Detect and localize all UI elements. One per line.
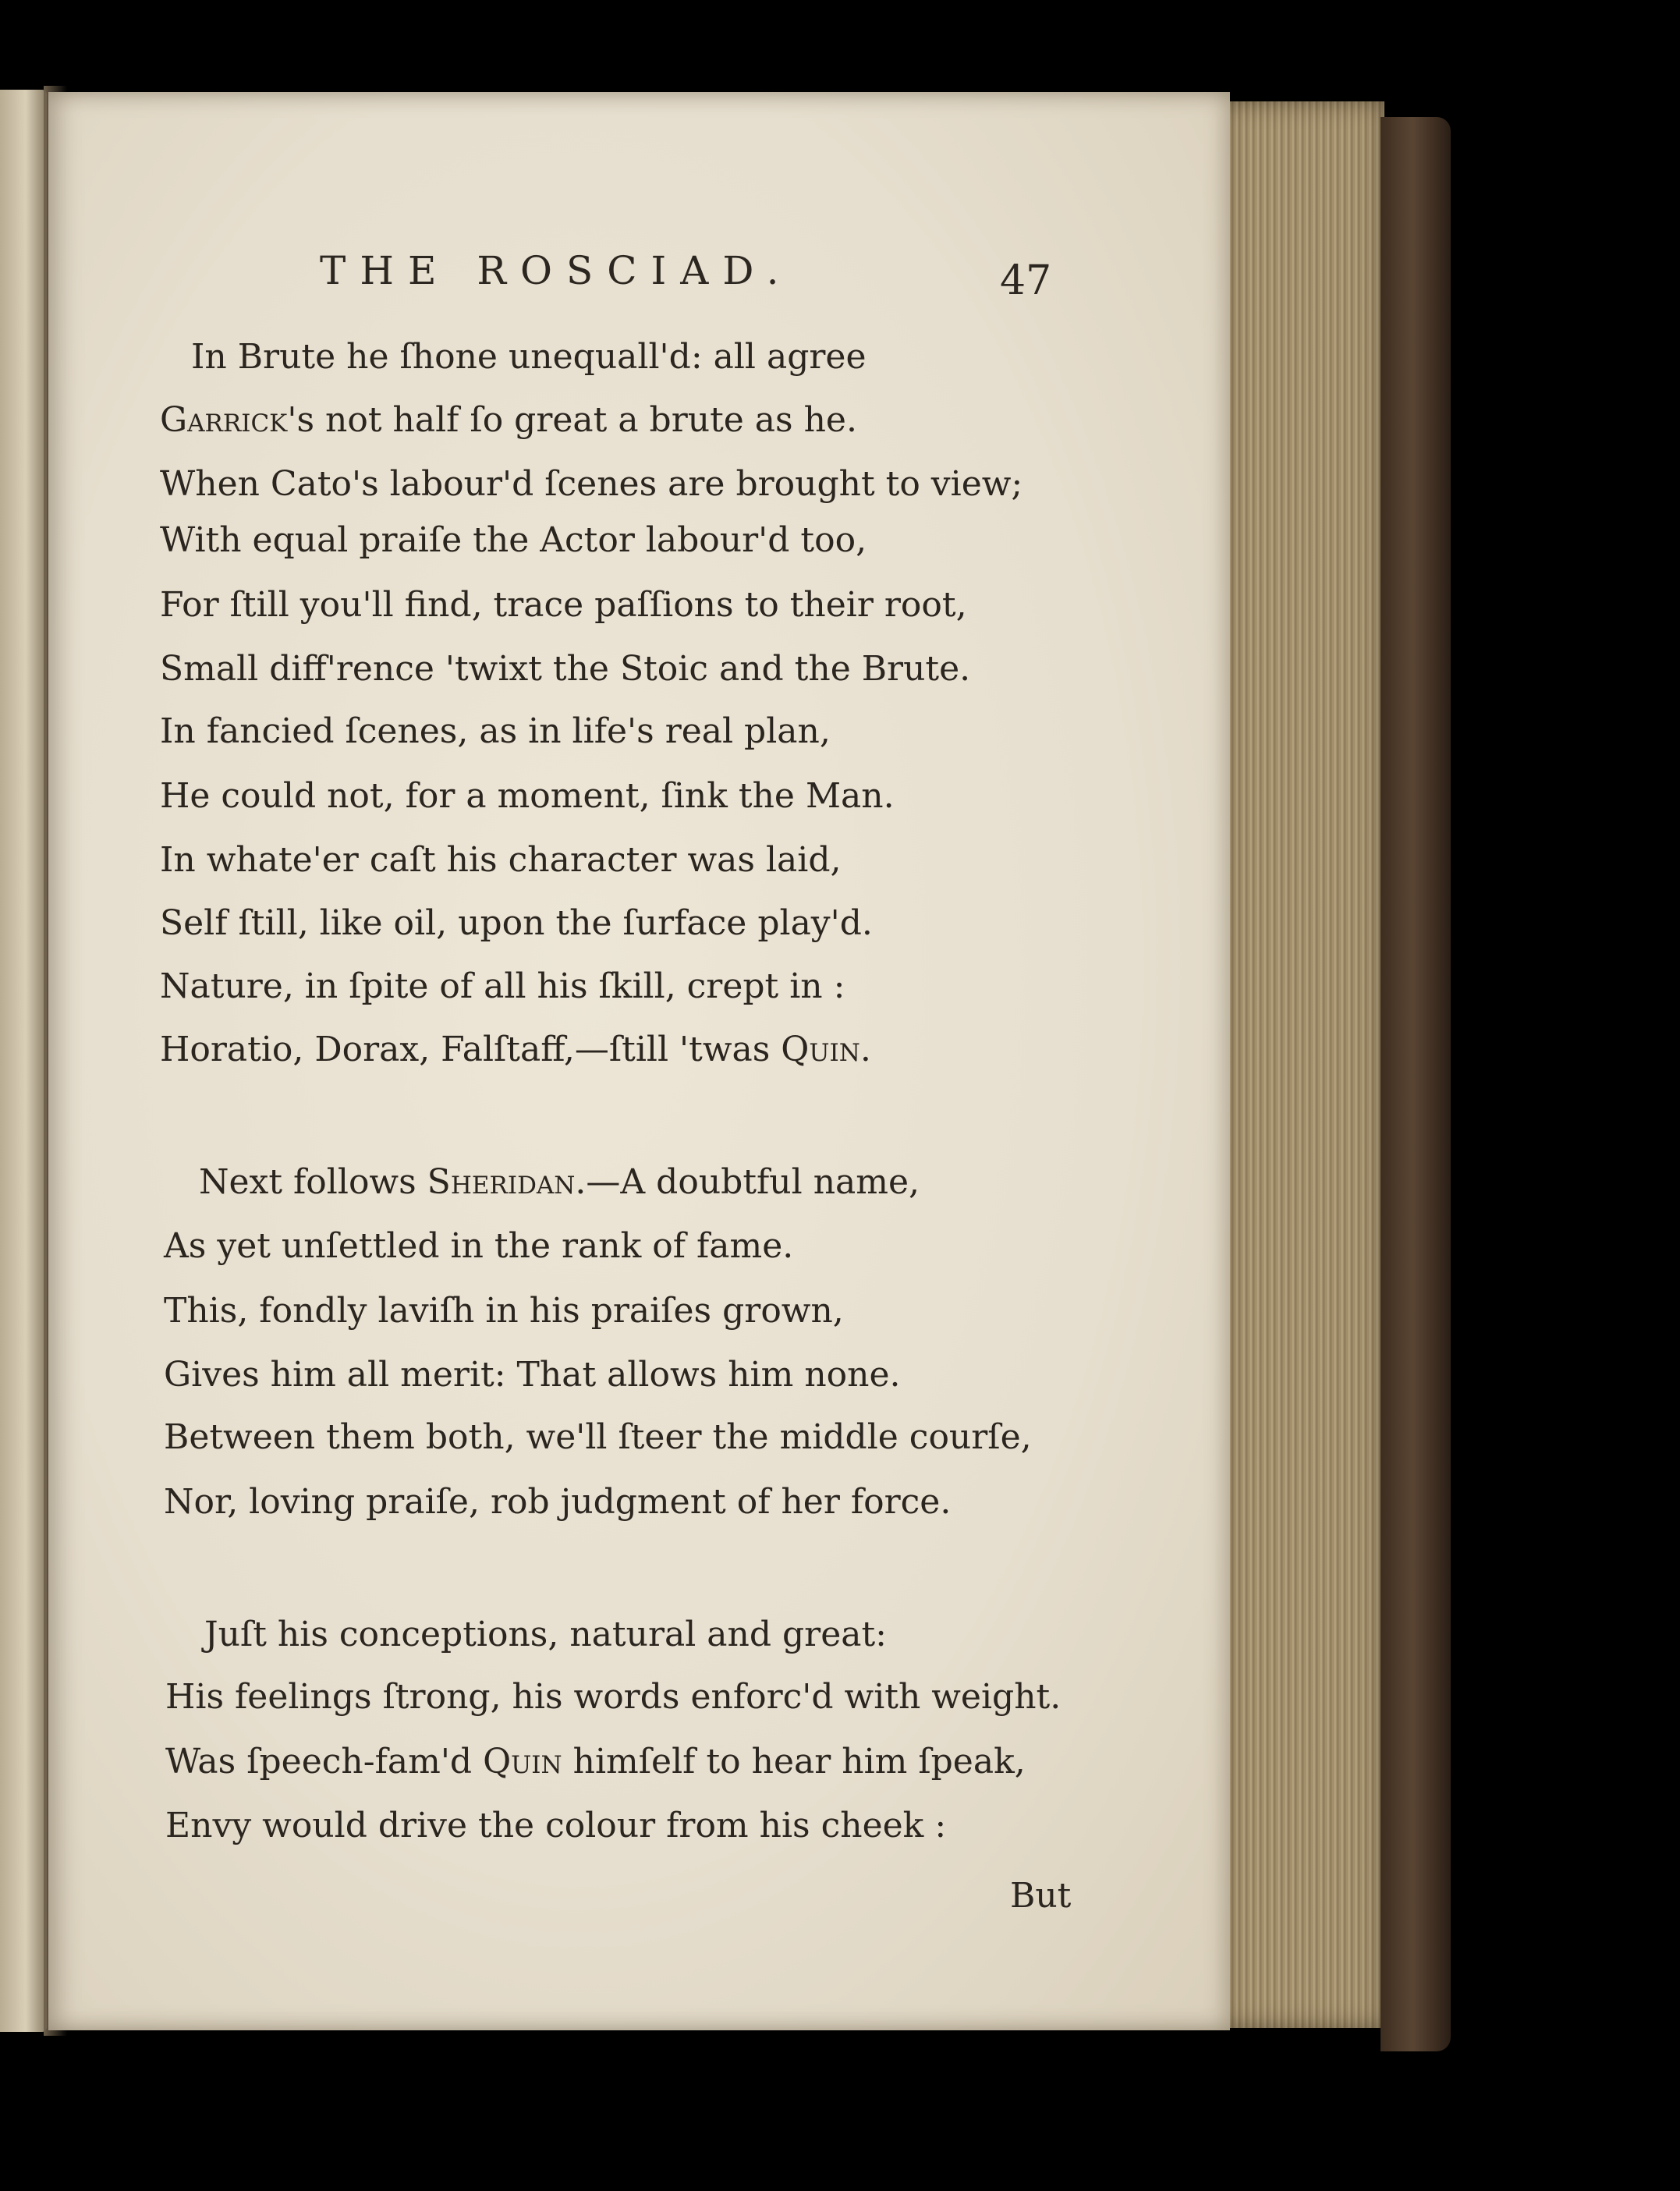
running-head: THE ROSCIAD.	[320, 248, 793, 293]
verse-line: Between them both, we'll ſteer the middle courſe,	[164, 1417, 1032, 1457]
verse-line: Nature, in ſpite of all his ſkill, crept in :	[160, 966, 845, 1006]
small-caps-name: Sheridan.	[427, 1162, 587, 1202]
verse-line: Gives him all merit: That allows him none.	[164, 1355, 901, 1395]
verse-line: Juſt his conceptions, natural and great:	[204, 1615, 887, 1654]
catchword: But	[1010, 1876, 1072, 1916]
verse-line: This, fondly laviſh in his praiſes grown,	[164, 1291, 844, 1331]
verse-line: In Brute he ſhone unequall'd: all agree	[191, 337, 867, 377]
page-number: 47	[1000, 257, 1052, 304]
verse-line: Small diff'rence 'twixt the Stoic and the Brute.	[160, 649, 971, 689]
verse-line: Next follows Sheridan.—A doubtful name,	[199, 1162, 920, 1202]
small-caps-name: Quin.	[781, 1030, 871, 1069]
verse-line: In fancied ſcenes, as in life's real plan,	[160, 711, 831, 751]
verse-line: Horatio, Dorax, Falſtaff,—ſtill 'twas Quin.	[160, 1030, 871, 1069]
verse-line: As yet unſettled in the rank of fame.	[164, 1226, 794, 1266]
small-caps-name: Garrick	[160, 400, 288, 440]
verse-line: In whate'er caſt his character was laid,	[160, 840, 842, 880]
verse-line: With equal praiſe the Actor labour'd too,	[160, 520, 867, 560]
verse-line: His feelings ſtrong, his words enforc'd with weight.	[165, 1677, 1062, 1717]
verse-line: He could not, for a moment, ſink the Man.	[160, 776, 895, 816]
verse-line: For ſtill you'll find, trace paſſions to their root,	[160, 585, 967, 625]
verse-line: Envy would drive the colour from his cheek :	[165, 1806, 947, 1845]
verse-line: Self ſtill, like oil, upon the ſurface play'd.	[160, 903, 873, 943]
verse-line: Nor, loving praiſe, rob judgment of her force.	[164, 1482, 952, 1522]
verse-line: When Cato's labour'd ſcenes are brought to view;	[160, 464, 1023, 504]
verse-line: Garrick's not half ſo great a brute as he.	[160, 400, 857, 440]
left-page-edge	[0, 90, 47, 2032]
page-block-fore-edge	[1221, 101, 1384, 2028]
small-caps-name: Quin	[483, 1742, 562, 1782]
verse-line: Was ſpeech-fam'd Quin himſelf to hear him ſpeak,	[165, 1742, 1026, 1782]
leather-cover-edge	[1381, 117, 1451, 2051]
